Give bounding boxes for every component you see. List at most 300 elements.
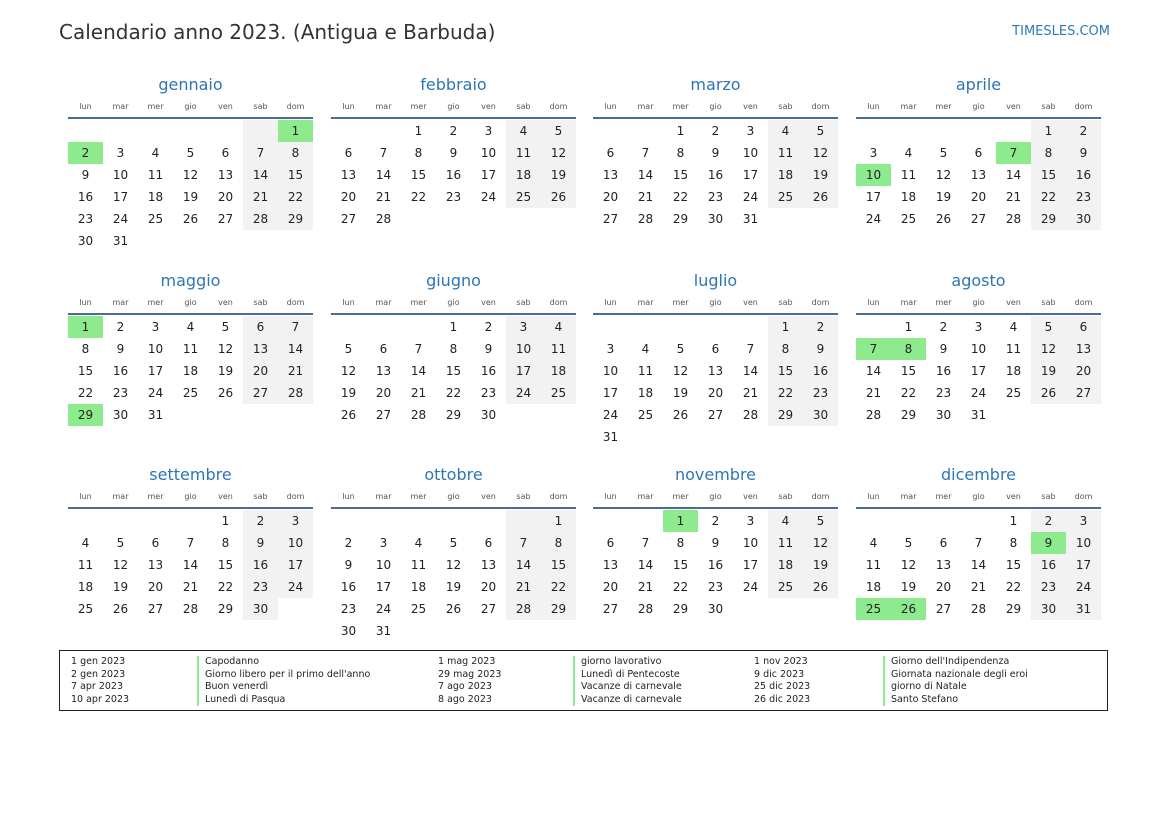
day-cell[interactable]: 21	[410, 386, 427, 400]
holiday-day[interactable]: 7	[996, 142, 1031, 164]
day-cell[interactable]: 28	[243, 208, 278, 230]
day-cell[interactable]: 9	[803, 338, 838, 360]
day-cell[interactable]: 20	[243, 360, 278, 382]
day-cell[interactable]: 9	[449, 146, 458, 160]
day-cell[interactable]: 3	[746, 124, 755, 138]
day-cell[interactable]: 15	[900, 364, 917, 378]
day-cell[interactable]: 18	[541, 360, 576, 382]
day-cell[interactable]: 30	[803, 404, 838, 426]
day-cell[interactable]: 26	[803, 576, 838, 598]
day-cell[interactable]: 10	[278, 532, 313, 554]
day-cell[interactable]: 13	[147, 558, 164, 572]
site-link[interactable]: TIMESLES.COM	[1012, 24, 1110, 39]
day-cell[interactable]: 19	[217, 364, 234, 378]
day-cell[interactable]: 25	[637, 408, 654, 422]
day-cell[interactable]: 22	[672, 190, 689, 204]
day-cell[interactable]: 2	[711, 514, 720, 528]
day-cell[interactable]: 10	[112, 168, 129, 182]
day-cell[interactable]: 4	[1009, 320, 1018, 334]
day-cell[interactable]: 11	[541, 338, 576, 360]
day-cell[interactable]: 6	[221, 146, 230, 160]
day-cell[interactable]: 10	[375, 558, 392, 572]
day-cell[interactable]: 25	[77, 602, 94, 616]
day-cell[interactable]: 28	[637, 212, 654, 226]
day-cell[interactable]: 3	[1066, 510, 1101, 532]
day-cell[interactable]: 6	[344, 146, 353, 160]
day-cell[interactable]: 11	[900, 168, 917, 182]
day-cell[interactable]: 13	[375, 364, 392, 378]
day-cell[interactable]: 23	[445, 190, 462, 204]
day-cell[interactable]: 29	[278, 208, 313, 230]
day-cell[interactable]: 2	[939, 320, 948, 334]
day-cell[interactable]: 26	[672, 408, 689, 422]
day-cell[interactable]: 21	[182, 580, 199, 594]
day-cell[interactable]: 28	[410, 408, 427, 422]
day-cell[interactable]: 29	[445, 408, 462, 422]
day-cell[interactable]: 28	[637, 602, 654, 616]
day-cell[interactable]: 3	[278, 510, 313, 532]
day-cell[interactable]: 10	[480, 146, 497, 160]
day-cell[interactable]: 13	[1066, 338, 1101, 360]
day-cell[interactable]: 11	[410, 558, 427, 572]
day-cell[interactable]: 25	[768, 576, 803, 598]
day-cell[interactable]: 20	[602, 580, 619, 594]
day-cell[interactable]: 23	[803, 382, 838, 404]
day-cell[interactable]: 17	[742, 558, 759, 572]
day-cell[interactable]: 27	[970, 212, 987, 226]
day-cell[interactable]: 10	[1066, 532, 1101, 554]
day-cell[interactable]: 11	[637, 364, 654, 378]
day-cell[interactable]: 16	[340, 580, 357, 594]
day-cell[interactable]: 25	[147, 212, 164, 226]
day-cell[interactable]: 28	[278, 382, 313, 404]
day-cell[interactable]: 15	[410, 168, 427, 182]
day-cell[interactable]: 27	[1066, 382, 1101, 404]
day-cell[interactable]: 9	[939, 342, 948, 356]
day-cell[interactable]: 10	[742, 146, 759, 160]
day-cell[interactable]: 7	[746, 342, 755, 356]
day-cell[interactable]: 15	[1005, 558, 1022, 572]
day-cell[interactable]: 7	[414, 342, 423, 356]
day-cell[interactable]: 8	[1031, 142, 1066, 164]
day-cell[interactable]: 29	[217, 602, 234, 616]
day-cell[interactable]: 16	[1031, 554, 1066, 576]
day-cell[interactable]: 20	[147, 580, 164, 594]
day-cell[interactable]: 24	[506, 382, 541, 404]
day-cell[interactable]: 6	[606, 146, 615, 160]
day-cell[interactable]: 13	[243, 338, 278, 360]
day-cell[interactable]: 4	[81, 536, 90, 550]
day-cell[interactable]: 7	[641, 146, 650, 160]
day-cell[interactable]: 3	[151, 320, 160, 334]
day-cell[interactable]: 29	[1031, 208, 1066, 230]
day-cell[interactable]: 14	[970, 558, 987, 572]
day-cell[interactable]: 19	[1031, 360, 1066, 382]
day-cell[interactable]: 8	[81, 342, 90, 356]
holiday-day[interactable]: 7	[856, 338, 891, 360]
day-cell[interactable]: 24	[865, 212, 882, 226]
day-cell[interactable]: 9	[711, 536, 720, 550]
day-cell[interactable]: 25	[768, 186, 803, 208]
day-cell[interactable]: 14	[410, 364, 427, 378]
day-cell[interactable]: 3	[484, 124, 493, 138]
day-cell[interactable]: 27	[480, 602, 497, 616]
day-cell[interactable]: 5	[803, 510, 838, 532]
day-cell[interactable]: 12	[672, 364, 689, 378]
day-cell[interactable]: 1	[541, 510, 576, 532]
day-cell[interactable]: 10	[602, 364, 619, 378]
day-cell[interactable]: 7	[379, 146, 388, 160]
day-cell[interactable]: 4	[506, 120, 541, 142]
day-cell[interactable]: 18	[637, 386, 654, 400]
day-cell[interactable]: 15	[541, 554, 576, 576]
day-cell[interactable]: 29	[768, 404, 803, 426]
day-cell[interactable]: 5	[116, 536, 125, 550]
day-cell[interactable]: 30	[707, 602, 724, 616]
day-cell[interactable]: 28	[182, 602, 199, 616]
day-cell[interactable]: 26	[112, 602, 129, 616]
day-cell[interactable]: 18	[865, 580, 882, 594]
day-cell[interactable]: 19	[445, 580, 462, 594]
day-cell[interactable]: 17	[1066, 554, 1101, 576]
day-cell[interactable]: 29	[672, 602, 689, 616]
day-cell[interactable]: 11	[147, 168, 164, 182]
day-cell[interactable]: 15	[77, 364, 94, 378]
day-cell[interactable]: 7	[974, 536, 983, 550]
day-cell[interactable]: 21	[637, 190, 654, 204]
day-cell[interactable]: 16	[707, 558, 724, 572]
day-cell[interactable]: 9	[116, 342, 125, 356]
day-cell[interactable]: 28	[865, 408, 882, 422]
day-cell[interactable]: 10	[147, 342, 164, 356]
day-cell[interactable]: 25	[541, 382, 576, 404]
day-cell[interactable]: 31	[147, 408, 164, 422]
day-cell[interactable]: 2	[344, 536, 353, 550]
day-cell[interactable]: 15	[278, 164, 313, 186]
day-cell[interactable]: 19	[182, 190, 199, 204]
day-cell[interactable]: 19	[935, 190, 952, 204]
day-cell[interactable]: 12	[445, 558, 462, 572]
day-cell[interactable]: 22	[278, 186, 313, 208]
day-cell[interactable]: 12	[340, 364, 357, 378]
day-cell[interactable]: 9	[81, 168, 90, 182]
day-cell[interactable]: 24	[742, 580, 759, 594]
day-cell[interactable]: 5	[221, 320, 230, 334]
day-cell[interactable]: 8	[221, 536, 230, 550]
day-cell[interactable]: 19	[541, 164, 576, 186]
day-cell[interactable]: 26	[445, 602, 462, 616]
day-cell[interactable]: 1	[221, 514, 230, 528]
day-cell[interactable]: 6	[606, 536, 615, 550]
day-cell[interactable]: 16	[707, 168, 724, 182]
day-cell[interactable]: 2	[803, 316, 838, 338]
day-cell[interactable]: 28	[375, 212, 392, 226]
day-cell[interactable]: 26	[1031, 382, 1066, 404]
day-cell[interactable]: 22	[1031, 186, 1066, 208]
day-cell[interactable]: 11	[768, 142, 803, 164]
holiday-day[interactable]: 2	[68, 142, 103, 164]
day-cell[interactable]: 21	[243, 186, 278, 208]
day-cell[interactable]: 27	[707, 408, 724, 422]
day-cell[interactable]: 10	[506, 338, 541, 360]
day-cell[interactable]: 17	[506, 360, 541, 382]
day-cell[interactable]: 23	[243, 576, 278, 598]
day-cell[interactable]: 4	[768, 510, 803, 532]
holiday-day[interactable]: 10	[856, 164, 891, 186]
day-cell[interactable]: 24	[112, 212, 129, 226]
day-cell[interactable]: 17	[480, 168, 497, 182]
day-cell[interactable]: 10	[970, 342, 987, 356]
day-cell[interactable]: 5	[904, 536, 913, 550]
day-cell[interactable]: 8	[541, 532, 576, 554]
day-cell[interactable]: 12	[1031, 338, 1066, 360]
day-cell[interactable]: 14	[742, 364, 759, 378]
day-cell[interactable]: 15	[1031, 164, 1066, 186]
day-cell[interactable]: 23	[935, 386, 952, 400]
day-cell[interactable]: 17	[375, 580, 392, 594]
day-cell[interactable]: 7	[186, 536, 195, 550]
holiday-day[interactable]: 29	[68, 404, 103, 426]
day-cell[interactable]: 30	[1031, 598, 1066, 620]
day-cell[interactable]: 9	[344, 558, 353, 572]
day-cell[interactable]: 27	[147, 602, 164, 616]
day-cell[interactable]: 21	[375, 190, 392, 204]
day-cell[interactable]: 4	[641, 342, 650, 356]
day-cell[interactable]: 13	[970, 168, 987, 182]
day-cell[interactable]: 12	[541, 142, 576, 164]
day-cell[interactable]: 5	[541, 120, 576, 142]
day-cell[interactable]: 14	[1005, 168, 1022, 182]
day-cell[interactable]: 2	[243, 510, 278, 532]
day-cell[interactable]: 13	[480, 558, 497, 572]
day-cell[interactable]: 16	[77, 190, 94, 204]
day-cell[interactable]: 1	[904, 320, 913, 334]
day-cell[interactable]: 19	[112, 580, 129, 594]
day-cell[interactable]: 25	[410, 602, 427, 616]
day-cell[interactable]: 27	[243, 382, 278, 404]
day-cell[interactable]: 18	[147, 190, 164, 204]
day-cell[interactable]: 20	[602, 190, 619, 204]
day-cell[interactable]: 14	[637, 558, 654, 572]
day-cell[interactable]: 19	[900, 580, 917, 594]
day-cell[interactable]: 11	[77, 558, 94, 572]
day-cell[interactable]: 4	[869, 536, 878, 550]
day-cell[interactable]: 26	[935, 212, 952, 226]
day-cell[interactable]: 15	[768, 360, 803, 382]
day-cell[interactable]: 21	[742, 386, 759, 400]
day-cell[interactable]: 3	[746, 514, 755, 528]
day-cell[interactable]: 20	[935, 580, 952, 594]
day-cell[interactable]: 22	[410, 190, 427, 204]
day-cell[interactable]: 1	[414, 124, 423, 138]
day-cell[interactable]: 3	[379, 536, 388, 550]
day-cell[interactable]: 4	[414, 536, 423, 550]
day-cell[interactable]: 17	[865, 190, 882, 204]
day-cell[interactable]: 21	[506, 576, 541, 598]
day-cell[interactable]: 4	[541, 316, 576, 338]
day-cell[interactable]: 1	[1009, 514, 1018, 528]
day-cell[interactable]: 13	[602, 558, 619, 572]
day-cell[interactable]: 21	[637, 580, 654, 594]
day-cell[interactable]: 26	[217, 386, 234, 400]
day-cell[interactable]: 13	[707, 364, 724, 378]
day-cell[interactable]: 16	[243, 554, 278, 576]
day-cell[interactable]: 9	[243, 532, 278, 554]
day-cell[interactable]: 6	[974, 146, 983, 160]
day-cell[interactable]: 27	[935, 602, 952, 616]
day-cell[interactable]: 20	[340, 190, 357, 204]
day-cell[interactable]: 2	[1031, 510, 1066, 532]
day-cell[interactable]: 18	[410, 580, 427, 594]
day-cell[interactable]: 27	[602, 602, 619, 616]
day-cell[interactable]: 31	[1066, 598, 1101, 620]
day-cell[interactable]: 1	[676, 124, 685, 138]
holiday-day[interactable]: 8	[891, 338, 926, 360]
day-cell[interactable]: 5	[449, 536, 458, 550]
holiday-day[interactable]: 26	[891, 598, 926, 620]
day-cell[interactable]: 8	[768, 338, 803, 360]
day-cell[interactable]: 23	[1031, 576, 1066, 598]
day-cell[interactable]: 25	[182, 386, 199, 400]
day-cell[interactable]: 11	[506, 142, 541, 164]
day-cell[interactable]: 11	[768, 532, 803, 554]
day-cell[interactable]: 11	[1005, 342, 1022, 356]
day-cell[interactable]: 6	[379, 342, 388, 356]
day-cell[interactable]: 15	[672, 168, 689, 182]
day-cell[interactable]: 17	[112, 190, 129, 204]
day-cell[interactable]: 4	[151, 146, 160, 160]
day-cell[interactable]: 21	[278, 360, 313, 382]
day-cell[interactable]: 9	[1066, 142, 1101, 164]
day-cell[interactable]: 20	[480, 580, 497, 594]
day-cell[interactable]: 18	[506, 164, 541, 186]
day-cell[interactable]: 22	[672, 580, 689, 594]
day-cell[interactable]: 16	[1066, 164, 1101, 186]
day-cell[interactable]: 1	[768, 316, 803, 338]
day-cell[interactable]: 20	[375, 386, 392, 400]
holiday-day[interactable]: 1	[68, 316, 103, 338]
day-cell[interactable]: 23	[77, 212, 94, 226]
day-cell[interactable]: 5	[344, 342, 353, 356]
day-cell[interactable]: 27	[375, 408, 392, 422]
day-cell[interactable]: 23	[707, 580, 724, 594]
day-cell[interactable]: 3	[974, 320, 983, 334]
day-cell[interactable]: 14	[278, 338, 313, 360]
holiday-day[interactable]: 1	[663, 510, 698, 532]
day-cell[interactable]: 17	[742, 168, 759, 182]
day-cell[interactable]: 22	[77, 386, 94, 400]
day-cell[interactable]: 17	[970, 364, 987, 378]
day-cell[interactable]: 13	[935, 558, 952, 572]
day-cell[interactable]: 22	[1005, 580, 1022, 594]
day-cell[interactable]: 12	[803, 532, 838, 554]
day-cell[interactable]: 2	[711, 124, 720, 138]
day-cell[interactable]: 14	[243, 164, 278, 186]
day-cell[interactable]: 18	[900, 190, 917, 204]
day-cell[interactable]: 17	[278, 554, 313, 576]
day-cell[interactable]: 26	[182, 212, 199, 226]
day-cell[interactable]: 1	[449, 320, 458, 334]
day-cell[interactable]: 2	[1066, 120, 1101, 142]
day-cell[interactable]: 27	[217, 212, 234, 226]
day-cell[interactable]: 22	[217, 580, 234, 594]
day-cell[interactable]: 19	[672, 386, 689, 400]
day-cell[interactable]: 16	[803, 360, 838, 382]
day-cell[interactable]: 7	[641, 536, 650, 550]
day-cell[interactable]: 22	[768, 382, 803, 404]
day-cell[interactable]: 15	[672, 558, 689, 572]
day-cell[interactable]: 2	[116, 320, 125, 334]
day-cell[interactable]: 20	[1066, 360, 1101, 382]
day-cell[interactable]: 21	[970, 580, 987, 594]
day-cell[interactable]: 23	[707, 190, 724, 204]
day-cell[interactable]: 30	[243, 598, 278, 620]
day-cell[interactable]: 4	[904, 146, 913, 160]
day-cell[interactable]: 29	[541, 598, 576, 620]
day-cell[interactable]: 24	[970, 386, 987, 400]
day-cell[interactable]: 19	[803, 554, 838, 576]
day-cell[interactable]: 12	[803, 142, 838, 164]
day-cell[interactable]: 11	[182, 342, 199, 356]
day-cell[interactable]: 4	[768, 120, 803, 142]
day-cell[interactable]: 15	[217, 558, 234, 572]
day-cell[interactable]: 24	[375, 602, 392, 616]
day-cell[interactable]: 1	[1031, 120, 1066, 142]
day-cell[interactable]: 17	[602, 386, 619, 400]
day-cell[interactable]: 30	[707, 212, 724, 226]
day-cell[interactable]: 6	[151, 536, 160, 550]
day-cell[interactable]: 26	[541, 186, 576, 208]
day-cell[interactable]: 27	[340, 212, 357, 226]
day-cell[interactable]: 24	[278, 576, 313, 598]
day-cell[interactable]: 16	[112, 364, 129, 378]
day-cell[interactable]: 31	[742, 212, 759, 226]
day-cell[interactable]: 9	[484, 342, 493, 356]
day-cell[interactable]: 14	[637, 168, 654, 182]
day-cell[interactable]: 15	[445, 364, 462, 378]
day-cell[interactable]: 29	[900, 408, 917, 422]
day-cell[interactable]: 18	[1005, 364, 1022, 378]
day-cell[interactable]: 18	[768, 554, 803, 576]
day-cell[interactable]: 25	[506, 186, 541, 208]
day-cell[interactable]: 24	[480, 190, 497, 204]
day-cell[interactable]: 24	[1066, 576, 1101, 598]
day-cell[interactable]: 30	[1066, 208, 1101, 230]
day-cell[interactable]: 9	[711, 146, 720, 160]
day-cell[interactable]: 5	[803, 120, 838, 142]
day-cell[interactable]: 2	[484, 320, 493, 334]
day-cell[interactable]: 14	[865, 364, 882, 378]
day-cell[interactable]: 20	[217, 190, 234, 204]
day-cell[interactable]: 8	[449, 342, 458, 356]
day-cell[interactable]: 12	[217, 342, 234, 356]
day-cell[interactable]: 13	[602, 168, 619, 182]
day-cell[interactable]: 13	[217, 168, 234, 182]
day-cell[interactable]: 5	[676, 342, 685, 356]
day-cell[interactable]: 30	[340, 624, 357, 638]
day-cell[interactable]: 22	[445, 386, 462, 400]
day-cell[interactable]: 19	[803, 164, 838, 186]
day-cell[interactable]: 29	[672, 212, 689, 226]
day-cell[interactable]: 30	[112, 408, 129, 422]
day-cell[interactable]: 24	[147, 386, 164, 400]
day-cell[interactable]: 25	[900, 212, 917, 226]
holiday-day[interactable]: 9	[1031, 532, 1066, 554]
day-cell[interactable]: 28	[970, 602, 987, 616]
day-cell[interactable]: 24	[742, 190, 759, 204]
day-cell[interactable]: 30	[77, 234, 94, 248]
day-cell[interactable]: 7	[243, 142, 278, 164]
